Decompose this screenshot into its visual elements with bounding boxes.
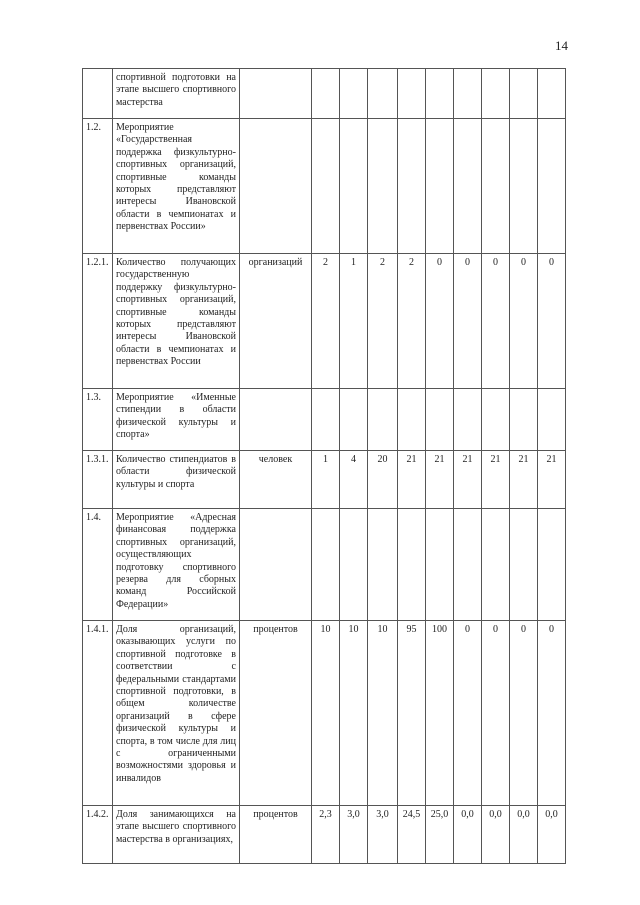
value-cell bbox=[398, 389, 426, 451]
value-cell bbox=[398, 69, 426, 119]
value-cell: 1 bbox=[340, 254, 368, 389]
value-cell: 10 bbox=[340, 621, 368, 806]
value-cell bbox=[482, 389, 510, 451]
value-cell bbox=[454, 509, 482, 621]
value-cell: 0,0 bbox=[510, 806, 538, 864]
row-unit: организаций bbox=[240, 254, 312, 389]
value-cell bbox=[368, 509, 398, 621]
value-cell bbox=[482, 119, 510, 254]
value-cell: 0 bbox=[510, 254, 538, 389]
value-cell: 0 bbox=[454, 254, 482, 389]
table-row bbox=[83, 389, 566, 451]
row-description: Мероприятие «Именные стипендии в области физической культуры и спорта» bbox=[113, 389, 240, 451]
row-number: 1.2.1. bbox=[83, 254, 113, 389]
value-cell bbox=[312, 509, 340, 621]
value-cell: 20 bbox=[368, 451, 398, 509]
value-cell: 0 bbox=[482, 621, 510, 806]
value-cell bbox=[312, 119, 340, 254]
value-cell: 0,0 bbox=[538, 806, 566, 864]
table-row bbox=[83, 451, 566, 509]
value-cell: 21 bbox=[398, 451, 426, 509]
table-row bbox=[83, 806, 566, 864]
table-row bbox=[83, 509, 566, 621]
value-cell bbox=[398, 509, 426, 621]
row-unit bbox=[240, 509, 312, 621]
value-cell bbox=[426, 119, 454, 254]
value-cell: 100 bbox=[426, 621, 454, 806]
row-description: Количество стипендиатов в области физической культуры и спорта bbox=[113, 451, 240, 509]
value-cell: 21 bbox=[538, 451, 566, 509]
value-cell: 21 bbox=[454, 451, 482, 509]
row-description: Доля организаций, оказывающих услуги по спортивной подготовке в соответствии с федеральными стандартами спортивной подготовки, в общем количестве организаций в сфере физической культуры и спорта, в том числе для лиц с ограниченными возможностями здоровья и инвалидов bbox=[113, 621, 240, 806]
value-cell: 2 bbox=[368, 254, 398, 389]
value-cell: 0 bbox=[454, 621, 482, 806]
row-description: Мероприятие «Государственная поддержка физкультурно-спортивных организаций, спортивные команды которых представляют интересы Ивановской области в чемпионатах и первенствах России» bbox=[113, 119, 240, 254]
row-number bbox=[83, 69, 113, 119]
value-cell bbox=[482, 509, 510, 621]
value-cell bbox=[398, 119, 426, 254]
value-cell bbox=[454, 69, 482, 119]
value-cell bbox=[340, 119, 368, 254]
value-cell: 0 bbox=[426, 254, 454, 389]
value-cell: 95 bbox=[398, 621, 426, 806]
row-unit: процентов bbox=[240, 621, 312, 806]
indicators-table bbox=[82, 68, 566, 864]
value-cell bbox=[538, 389, 566, 451]
value-cell bbox=[454, 389, 482, 451]
value-cell bbox=[510, 119, 538, 254]
value-cell: 0 bbox=[482, 254, 510, 389]
row-unit bbox=[240, 69, 312, 119]
row-description: Мероприятие «Адресная финансовая поддержка спортивных организаций, осуществляющих подготовку спортивного резерва для сборных команд Российской Федерации» bbox=[113, 509, 240, 621]
value-cell bbox=[368, 119, 398, 254]
row-number: 1.2. bbox=[83, 119, 113, 254]
value-cell bbox=[426, 509, 454, 621]
value-cell: 0,0 bbox=[454, 806, 482, 864]
row-description: Доля занимающихся на этапе высшего спортивного мастерства в организациях, bbox=[113, 806, 240, 864]
value-cell bbox=[510, 509, 538, 621]
row-number: 1.3.1. bbox=[83, 451, 113, 509]
value-cell bbox=[312, 389, 340, 451]
value-cell bbox=[340, 69, 368, 119]
table-row bbox=[83, 254, 566, 389]
row-number: 1.4.1. bbox=[83, 621, 113, 806]
value-cell: 0 bbox=[510, 621, 538, 806]
value-cell: 2 bbox=[398, 254, 426, 389]
row-number: 1.4.2. bbox=[83, 806, 113, 864]
row-number: 1.3. bbox=[83, 389, 113, 451]
value-cell: 3,0 bbox=[340, 806, 368, 864]
value-cell: 21 bbox=[510, 451, 538, 509]
value-cell bbox=[340, 509, 368, 621]
value-cell bbox=[538, 119, 566, 254]
value-cell bbox=[340, 389, 368, 451]
table-row bbox=[83, 119, 566, 254]
value-cell bbox=[538, 509, 566, 621]
value-cell bbox=[482, 69, 510, 119]
value-cell: 4 bbox=[340, 451, 368, 509]
value-cell: 2,3 bbox=[312, 806, 340, 864]
value-cell: 0,0 bbox=[482, 806, 510, 864]
table-row bbox=[83, 69, 566, 119]
value-cell bbox=[538, 69, 566, 119]
row-description: спортивной подготовки на этапе высшего спортивного мастерства bbox=[113, 69, 240, 119]
value-cell: 21 bbox=[426, 451, 454, 509]
value-cell: 21 bbox=[482, 451, 510, 509]
value-cell: 2 bbox=[312, 254, 340, 389]
value-cell: 0 bbox=[538, 621, 566, 806]
value-cell bbox=[454, 119, 482, 254]
value-cell bbox=[510, 389, 538, 451]
value-cell: 10 bbox=[312, 621, 340, 806]
value-cell bbox=[426, 69, 454, 119]
page-number: 14 bbox=[555, 38, 568, 53]
value-cell bbox=[312, 69, 340, 119]
row-number: 1.4. bbox=[83, 509, 113, 621]
value-cell: 3,0 bbox=[368, 806, 398, 864]
row-description: Количество получающих государственную поддержку физкультурно-спортивных организаций, спортивные команды которых представляют интересы Ивановской области в чемпионатах и первенствах России bbox=[113, 254, 240, 389]
row-unit: человек bbox=[240, 451, 312, 509]
table-row bbox=[83, 621, 566, 806]
value-cell: 1 bbox=[312, 451, 340, 509]
table-body bbox=[83, 69, 566, 864]
row-unit bbox=[240, 119, 312, 254]
value-cell: 0 bbox=[538, 254, 566, 389]
value-cell bbox=[368, 69, 398, 119]
value-cell: 10 bbox=[368, 621, 398, 806]
row-unit: процентов bbox=[240, 806, 312, 864]
value-cell: 25,0 bbox=[426, 806, 454, 864]
value-cell bbox=[426, 389, 454, 451]
row-unit bbox=[240, 389, 312, 451]
value-cell bbox=[368, 389, 398, 451]
value-cell: 24,5 bbox=[398, 806, 426, 864]
value-cell bbox=[510, 69, 538, 119]
